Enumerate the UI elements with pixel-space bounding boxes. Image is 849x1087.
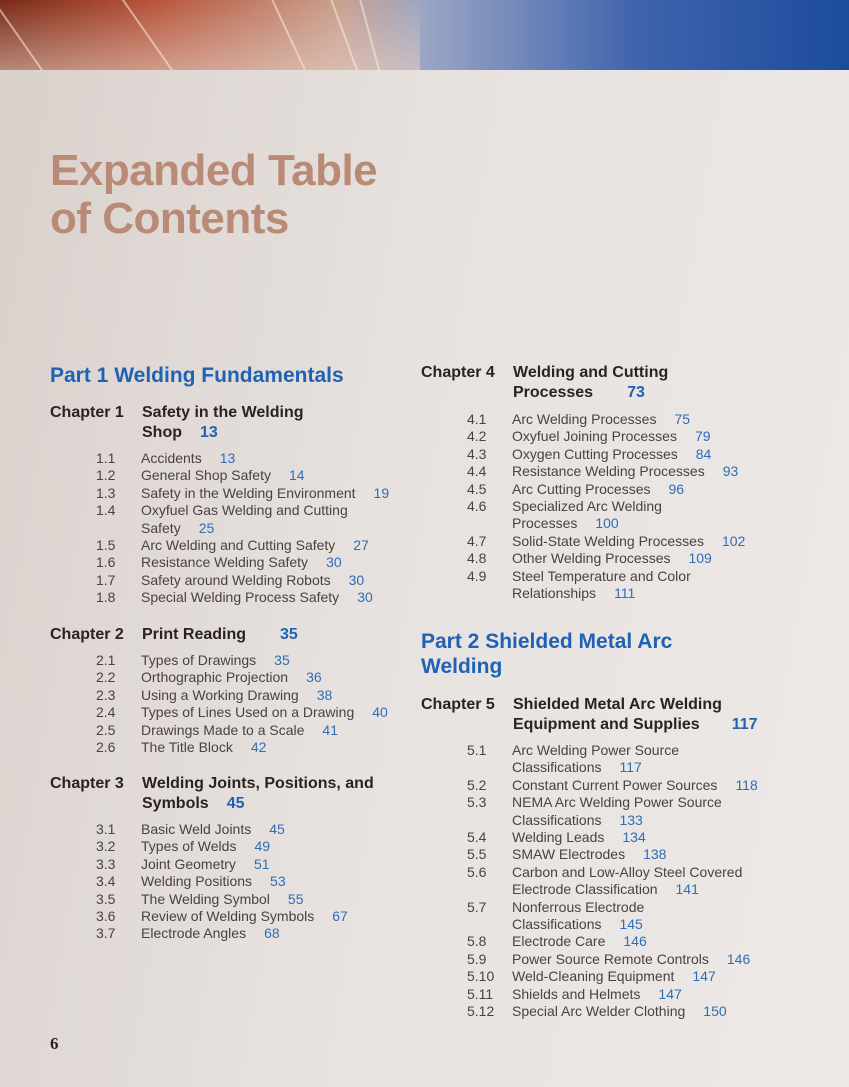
page-title: Expanded Table of Contents xyxy=(50,146,378,243)
chapter-5-heading: Chapter 5 Shielded Metal Arc Welding Equipment and Supplies 117 xyxy=(421,696,758,733)
part-2-heading: Part 2 Shielded Metal Arc Welding xyxy=(421,630,673,678)
chapter-1-heading: Chapter 1 Safety in the Welding Shop 13 xyxy=(50,404,304,441)
chapter-2-heading: Chapter 2 Print Reading 35 xyxy=(50,626,298,643)
chapter-3-heading: Chapter 3 Welding Joints, Positions, and Symbols 45 xyxy=(50,775,374,812)
part-1-heading: Part 1 Welding Fundamentals xyxy=(50,364,344,387)
page-number: 6 xyxy=(50,1034,59,1053)
chapter-4-heading: Chapter 4 Welding and Cutting Processes 73 xyxy=(421,364,669,401)
header-banner-image xyxy=(0,0,849,70)
